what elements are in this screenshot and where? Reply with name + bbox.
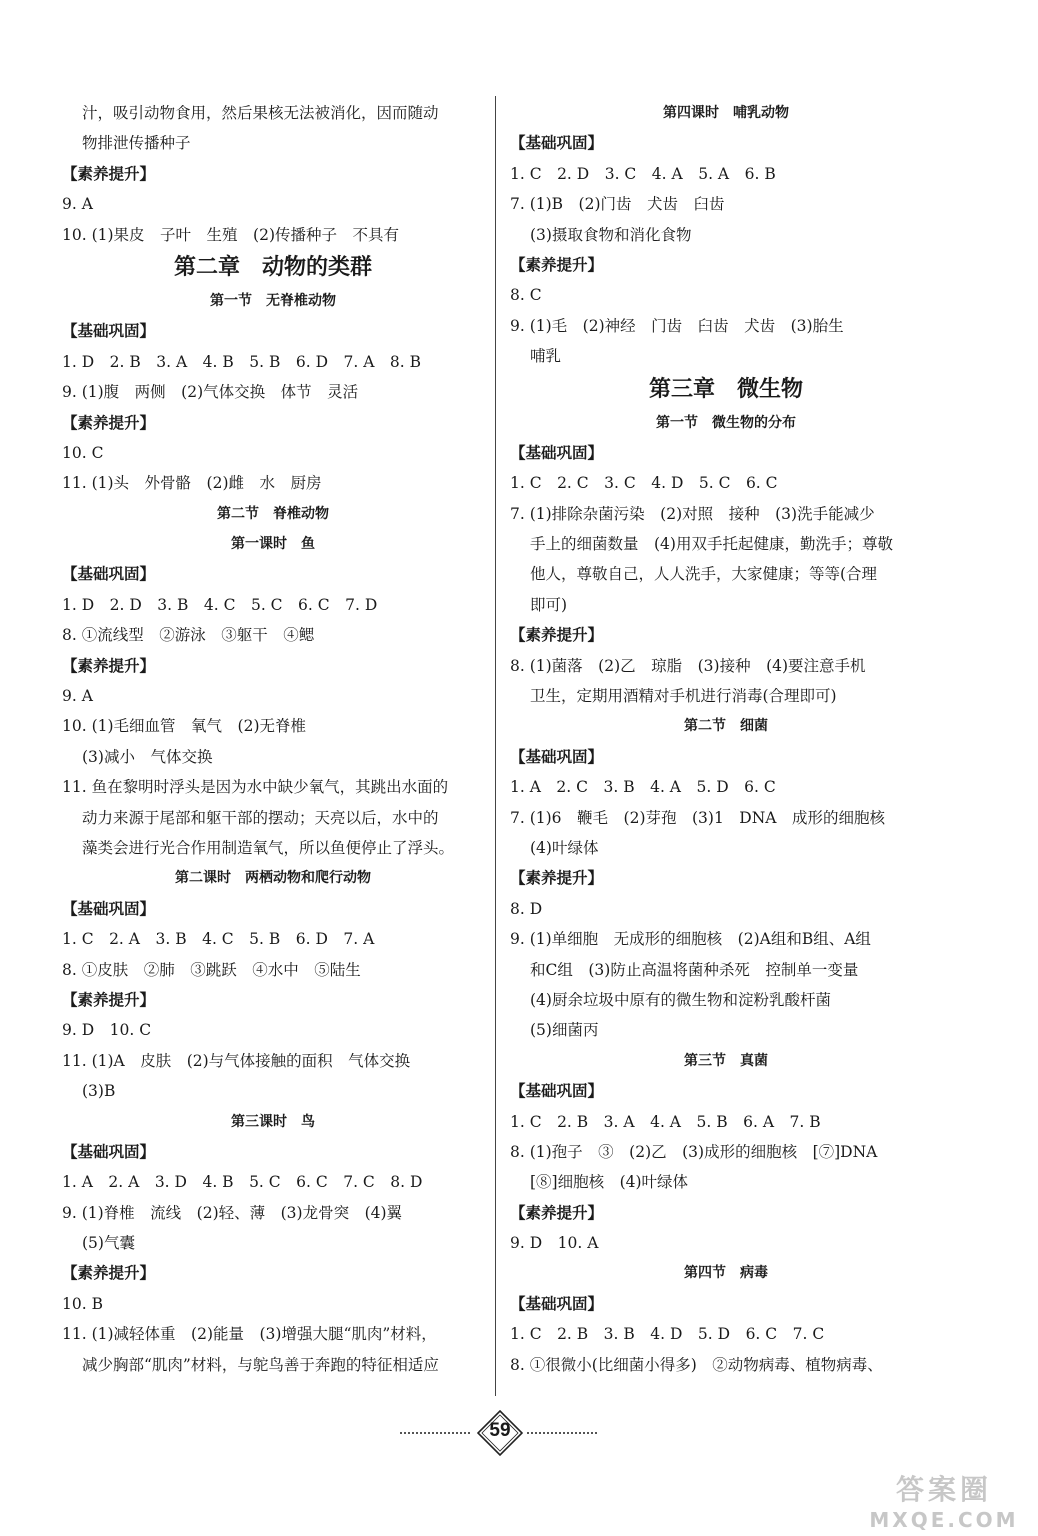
answer-line: 9. A — [62, 195, 93, 214]
answer-line: (5)气囊 — [82, 1234, 135, 1253]
answer-line: (4)厨余垃圾中原有的微生物和淀粉乳酸杆菌 — [530, 990, 831, 1009]
section-label: 【基础巩固】 — [62, 564, 156, 584]
answer-line: 7. (1)B (2)门齿 犬齿 臼齿 — [510, 195, 725, 214]
section-label: 【基础巩固】 — [62, 321, 156, 341]
answer-line: 9. D 10. A — [510, 1234, 599, 1253]
answer-line: 即可) — [530, 595, 568, 614]
chapter-title: 第三章 微生物 — [648, 376, 803, 402]
section-heading: 第四节 病毒 — [684, 1265, 768, 1282]
left-column — [62, 98, 484, 1380]
section-heading: 第四课时 哺乳动物 — [663, 105, 789, 121]
answer-line: (3)摄取食物和消化食物 — [530, 225, 692, 244]
watermark-logo: 答案圈 — [895, 1473, 992, 1506]
section-label: 【基础巩固】 — [510, 1081, 604, 1101]
answer-line: 10. (1)毛细血管 氧气 (2)无脊椎 — [62, 717, 306, 736]
answer-line: 卫生，定期用酒精对手机进行消毒(合理即可) — [530, 687, 837, 706]
section-label: 【基础巩固】 — [62, 1141, 156, 1161]
answer-line: 物排泄传播种子 — [82, 134, 191, 153]
section-label: 【素养提升】 — [62, 412, 156, 432]
page-footer — [0, 1408, 1038, 1454]
answer-line: 1. D 2. B 3. A 4. B 5. B 6. D 7. A 8. B — [62, 352, 422, 371]
answer-line: 1. D 2. D 3. B 4. C 5. C 6. C 7. D — [62, 595, 378, 614]
section-heading: 第三课时 鸟 — [231, 1113, 315, 1130]
answer-line: 11. (1)A 皮肤 (2)与气体接触的面积 气体交换 — [62, 1051, 411, 1070]
column-divider — [495, 96, 496, 1396]
answer-line: 他人，尊敬自己，人人洗手，大家健康；等等(合理 — [530, 565, 878, 584]
answer-line: 11. 鱼在黎明时浮头是因为水中缺少氧气，其跳出水面的 — [62, 778, 449, 797]
section-label: 【素养提升】 — [510, 625, 604, 645]
answer-line: 8. D — [510, 899, 543, 918]
answer-line: (3)减小 气体交换 — [82, 747, 213, 766]
answer-line: 9. A — [62, 687, 93, 706]
answer-line: 10. (1)果皮 子叶 生殖 (2)传播种子 不具有 — [62, 225, 399, 244]
answer-line: 11. (1)减轻体重 (2)能量 (3)增强大腿“肌肉”材料， — [62, 1325, 437, 1344]
section-label: 【素养提升】 — [510, 868, 604, 888]
section-label: 【素养提升】 — [62, 989, 156, 1009]
section-heading: 第三节 真菌 — [684, 1052, 768, 1069]
answer-line: 哺乳 — [530, 347, 562, 366]
watermark — [858, 1468, 1030, 1532]
watermark-url: MXQE.COM — [869, 1508, 1019, 1532]
answer-line: 9. (1)脊椎 流线 (2)轻、薄 (3)龙骨突 (4)翼 — [62, 1203, 403, 1222]
section-heading: 第一节 微生物的分布 — [656, 414, 796, 431]
section-label: 【基础巩固】 — [510, 746, 604, 766]
answer-line: 1. C 2. B 3. A 4. A 5. B 6. A 7. B — [510, 1112, 821, 1131]
section-label: 【素养提升】 — [62, 163, 156, 183]
answer-line: 10. C — [62, 443, 104, 462]
section-heading: 第二节 脊椎动物 — [217, 505, 329, 522]
answer-line: 8. ①流线型 ②游泳 ③躯干 ④鳃 — [62, 626, 315, 645]
answer-line: 7. (1)排除杂菌污染 (2)对照 接种 (3)洗手能减少 — [510, 504, 875, 523]
answer-line: 1. A 2. C 3. B 4. A 5. D 6. C — [510, 778, 776, 797]
answer-line: 9. D 10. C — [62, 1021, 152, 1040]
answer-line: 10. B — [62, 1294, 103, 1313]
answer-line: 8. ①很微小(比细菌小得多) ②动物病毒、植物病毒、 — [510, 1355, 883, 1374]
section-heading: 第二课时 两栖动物和爬行动物 — [175, 870, 371, 887]
section-heading: 第一节 无脊椎动物 — [210, 292, 336, 309]
answer-line: 藻类会进行光合作用制造氧气，所以鱼便停止了浮头。 — [82, 838, 455, 857]
answer-line: 8. (1)菌落 (2)乙 琼脂 (3)接种 (4)要注意手机 — [510, 656, 866, 675]
answer-line: 11. (1)头 外骨骼 (2)雌 水 厨房 — [62, 474, 322, 493]
section-label: 【素养提升】 — [510, 1202, 604, 1222]
footer-dots-left — [400, 1432, 470, 1434]
section-label: 【基础巩固】 — [510, 1293, 604, 1313]
answer-line: [⑧]细胞核 (4)叶绿体 — [530, 1173, 689, 1192]
answer-line: 手上的细菌数量 (4)用双手托起健康，勤洗手；尊敬 — [530, 535, 893, 554]
answer-line: 减少胸部“肌肉”材料，与鸵鸟善于奔跑的特征相适应 — [82, 1355, 439, 1374]
answer-line: 1. C 2. A 3. B 4. C 5. B 6. D 7. A — [62, 930, 375, 949]
answer-line: (3)B — [82, 1082, 116, 1101]
answer-line: 9. (1)毛 (2)神经 门齿 臼齿 犬齿 (3)胎生 — [510, 316, 844, 335]
section-label: 【基础巩固】 — [510, 442, 604, 462]
answer-line: 9. (1)单细胞 无成形的细胞核 (2)A组和B组、A组 — [510, 930, 871, 949]
answer-line: 8. ①皮肤 ②肺 ③跳跃 ④水中 ⑤陆生 — [62, 960, 361, 979]
section-label: 【素养提升】 — [62, 1263, 156, 1283]
answer-line: 7. (1)6 鞭毛 (2)芽孢 (3)1 DNA 成形的细胞核 — [510, 808, 885, 827]
page-number: 59 — [489, 1420, 511, 1441]
right-column — [510, 98, 942, 1380]
answer-line: 动力来源于尾部和躯干部的摆动；天亮以后，水中的 — [82, 808, 439, 827]
answer-line: (4)叶绿体 — [530, 838, 599, 857]
answer-line: 8. (1)孢子 ③ (2)乙 (3)成形的细胞核 [⑦]DNA — [510, 1142, 878, 1161]
answer-line: 汁，吸引动物食用，然后果核无法被消化，因而随动 — [82, 104, 439, 122]
section-label: 【素养提升】 — [62, 655, 156, 675]
answer-line: 9. (1)腹 两侧 (2)气体交换 体节 灵活 — [62, 383, 359, 402]
section-label: 【基础巩固】 — [62, 898, 156, 918]
section-heading: 第二节 细菌 — [684, 718, 768, 735]
footer-dots-right — [527, 1432, 597, 1434]
answer-line: 1. C 2. C 3. C 4. D 5. C 6. C — [510, 474, 778, 493]
answer-line: 1. C 2. D 3. C 4. A 5. A 6. B — [510, 164, 776, 183]
answer-line: (5)细菌丙 — [530, 1021, 599, 1040]
answer-line: 8. C — [510, 286, 542, 305]
answer-line: 1. A 2. A 3. D 4. B 5. C 6. C 7. C 8. D — [62, 1173, 423, 1192]
chapter-title: 第二章 动物的类群 — [173, 254, 372, 280]
section-heading: 第一课时 鱼 — [231, 536, 315, 553]
answer-line: 1. C 2. B 3. B 4. D 5. D 6. C 7. C — [510, 1325, 825, 1344]
section-label: 【素养提升】 — [510, 254, 604, 274]
answer-line: 和C组 (3)防止高温将菌种杀死 控制单一变量 — [530, 960, 859, 979]
section-label: 【基础巩固】 — [510, 133, 604, 153]
